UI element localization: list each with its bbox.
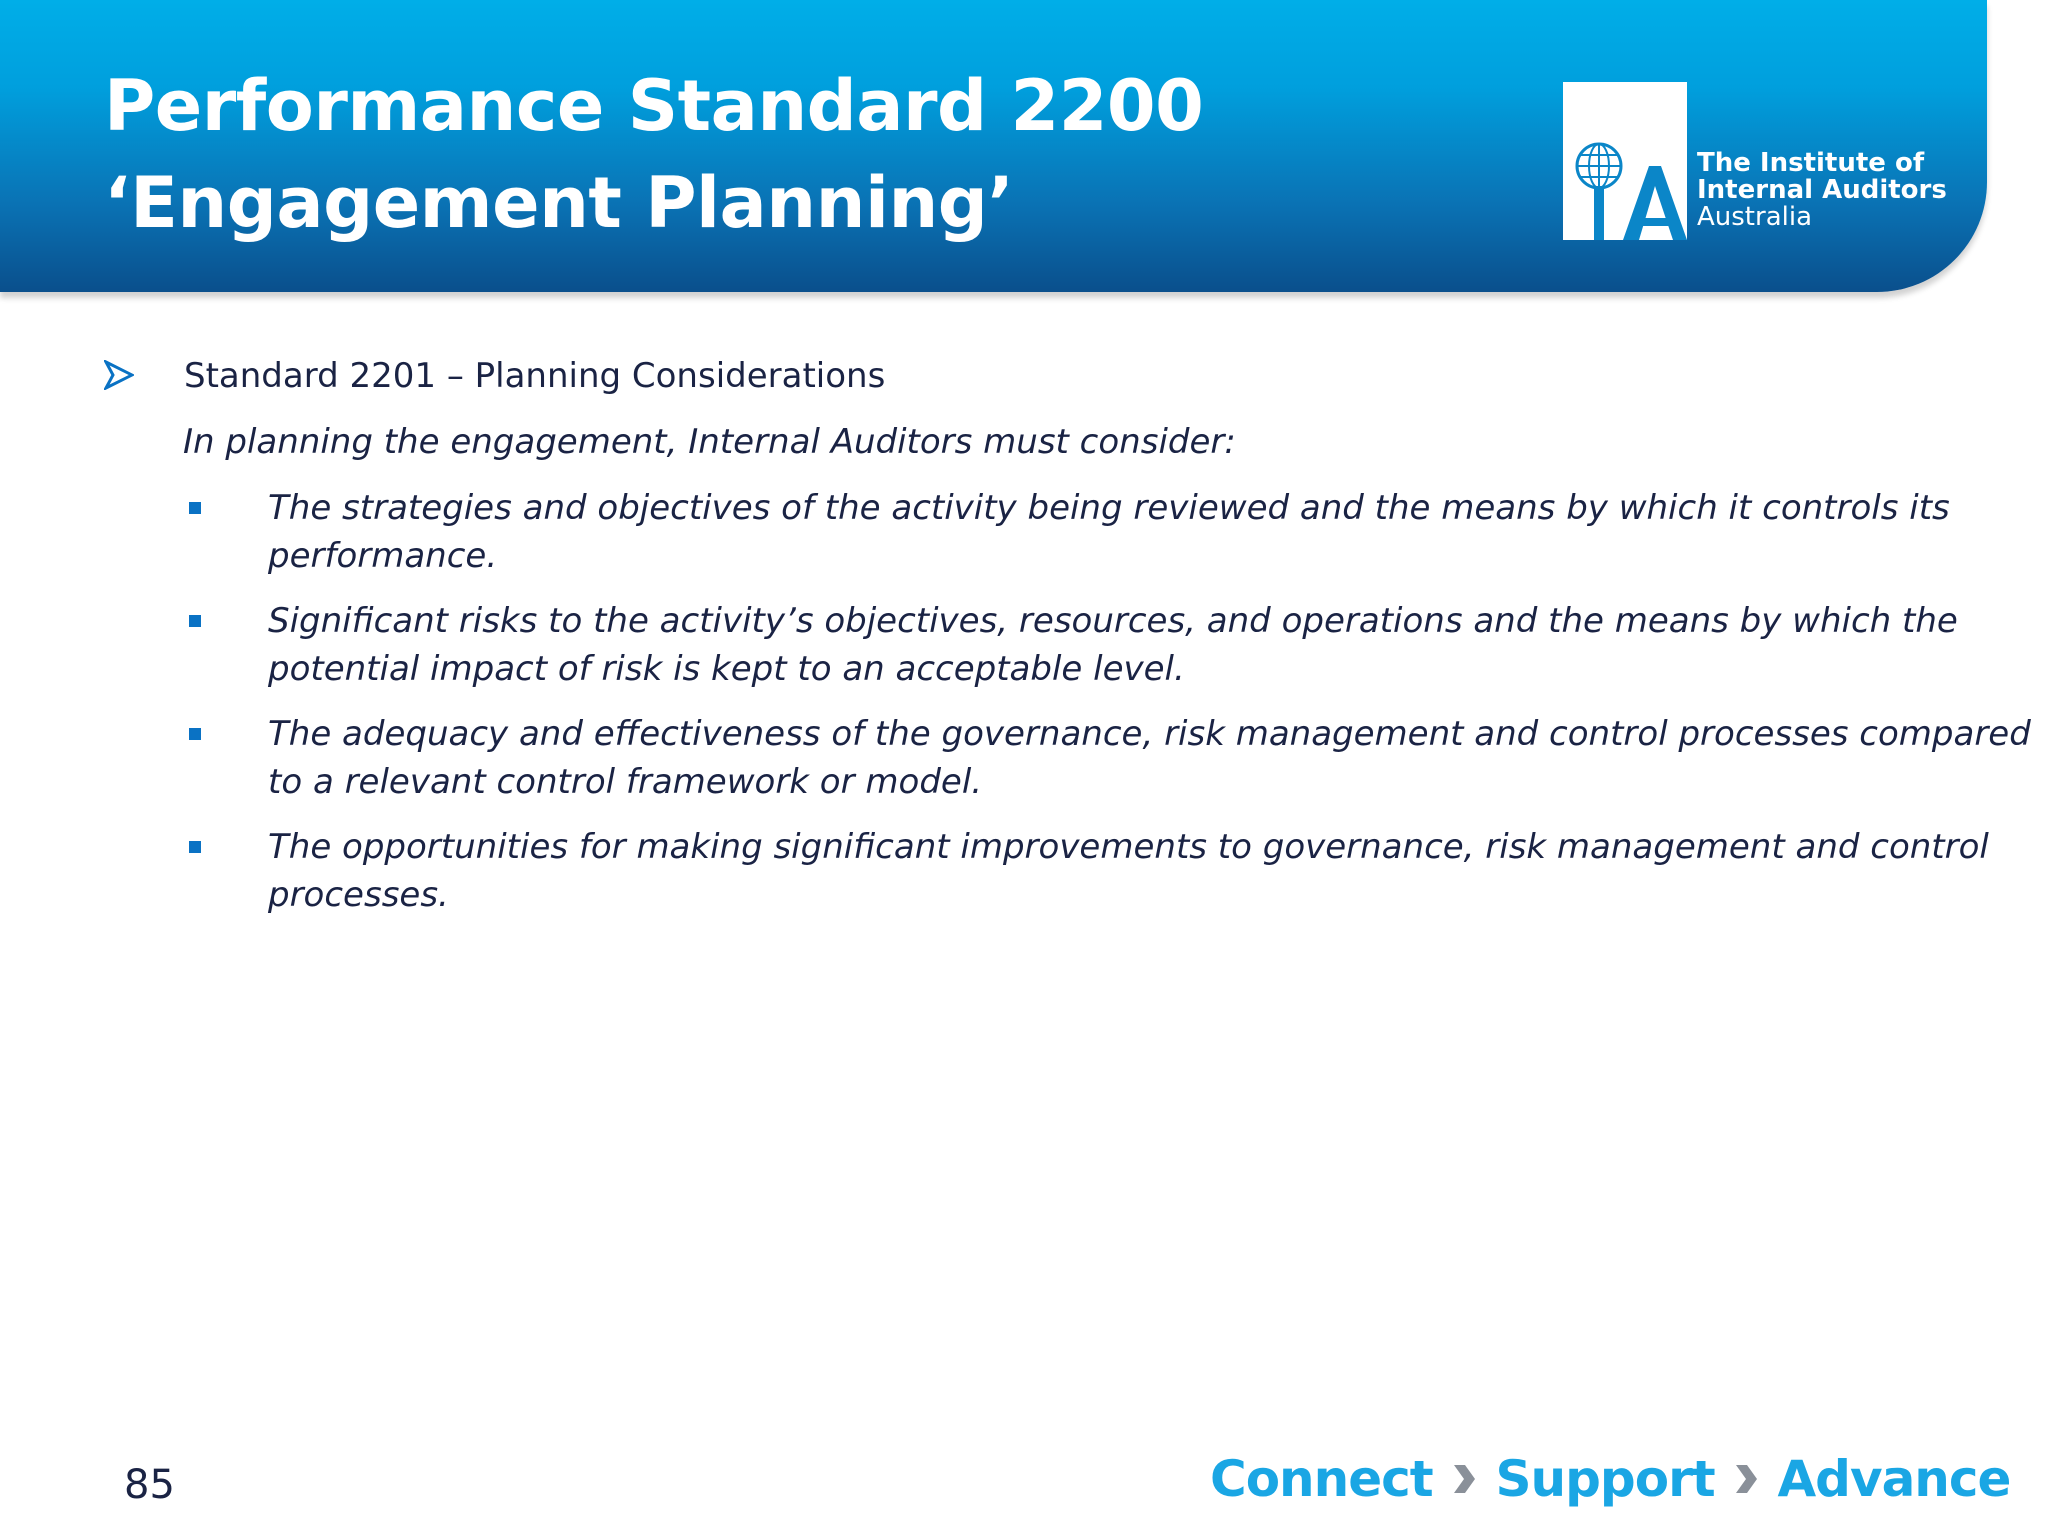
arrow-right-icon — [104, 360, 134, 390]
intro-text: In planning the engagement, Internal Auditors must consider: — [183, 422, 1236, 462]
list-item-line: The strategies and objectives of the activity being reviewed and the means by which it controls its — [268, 488, 1950, 528]
title-line-2: ‘Engagement Planning’ — [104, 162, 1014, 244]
tagline-word-advance: Advance — [1777, 1449, 2011, 1508]
square-bullet-icon — [189, 841, 201, 853]
square-bullet-icon — [189, 502, 201, 514]
list-item — [186, 597, 1966, 693]
header-banner — [0, 0, 1987, 292]
list-item-text — [268, 484, 1966, 580]
chevron-right-icon — [1451, 1462, 1477, 1496]
list-item — [186, 710, 2031, 806]
tagline — [1210, 1440, 2010, 1510]
list-item-line: performance. — [268, 536, 498, 576]
list-item-line: The adequacy and effectiveness of the governance, risk management and control processes compared — [268, 714, 2031, 754]
list-item-line: processes. — [268, 875, 449, 915]
list-item — [186, 484, 1966, 580]
list-item-line: Significant risks to the activity’s objectives, resources, and operations and the means by which the — [268, 601, 1958, 641]
square-bullet-icon — [189, 615, 201, 627]
logo-line-1: The Institute of — [1697, 148, 1925, 178]
page-number: 85 — [124, 1462, 175, 1508]
chevron-right-icon — [1733, 1462, 1759, 1496]
section-heading-text: Standard 2201 – Planning Considerations — [184, 356, 886, 396]
logo-mark — [1563, 82, 1687, 240]
list-item-line: to a relevant control framework or model. — [268, 762, 983, 802]
bullet-list — [186, 484, 2031, 936]
iia-logo — [1563, 82, 1947, 242]
list-item — [186, 823, 1989, 919]
tagline-word-support: Support — [1495, 1449, 1715, 1508]
page-title — [104, 58, 1203, 252]
logo-line-2: Internal Auditors — [1697, 175, 1947, 205]
square-bullet-icon — [189, 728, 201, 740]
title-line-1: Performance Standard 2200 — [104, 65, 1204, 147]
list-item-line: The opportunities for making significant improvements to governance, risk management and control — [268, 827, 1989, 867]
list-item-text — [268, 597, 1966, 693]
logo-line-3: Australia — [1697, 202, 1813, 232]
list-item-text — [268, 823, 1989, 919]
section-heading — [104, 352, 1904, 402]
logo-text — [1697, 150, 1947, 231]
globe-icon — [1563, 82, 1687, 240]
tagline-word-connect: Connect — [1210, 1449, 1433, 1508]
list-item-line: potential impact of risk is kept to an acceptable level. — [268, 649, 1185, 689]
list-item-text — [268, 710, 2031, 806]
